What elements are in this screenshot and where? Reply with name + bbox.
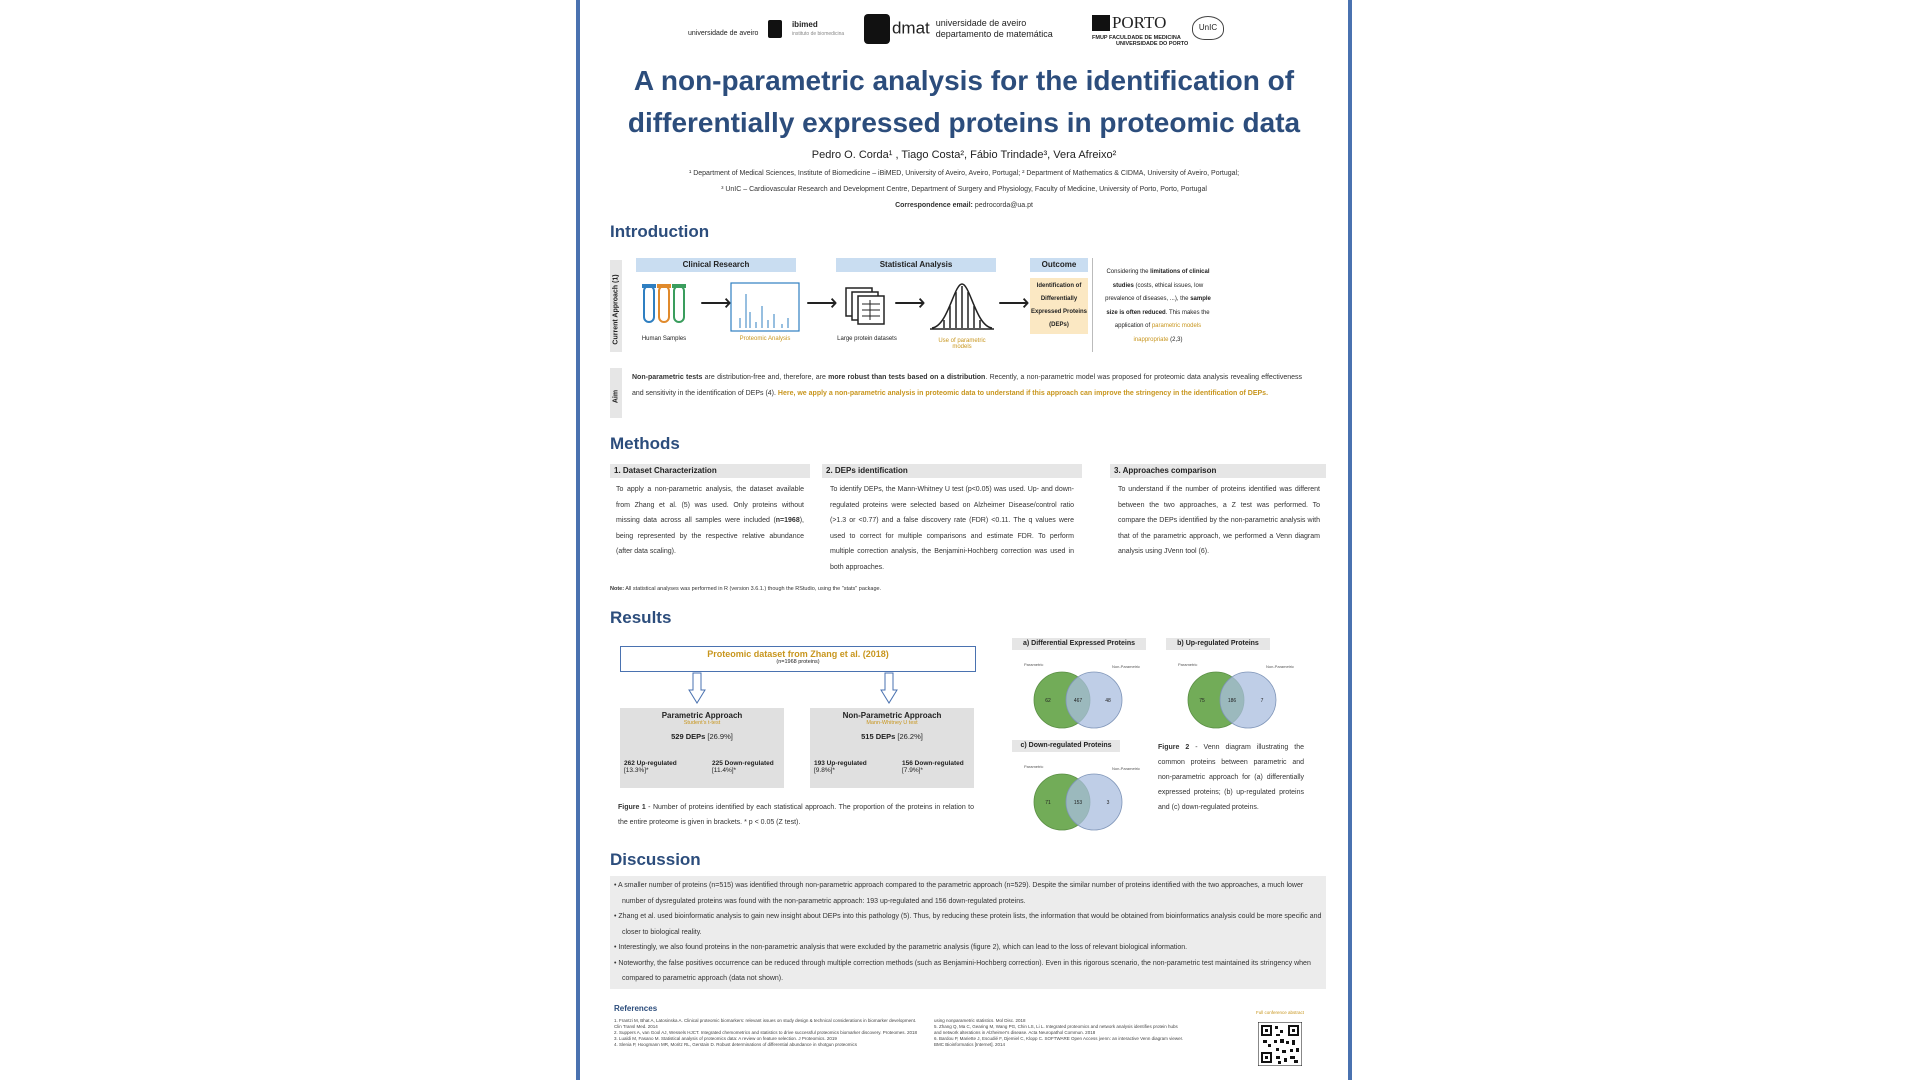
dmat-logo <box>864 14 1053 44</box>
unic-name: UnIC <box>1198 23 1218 32</box>
methods-note <box>610 586 881 592</box>
venn-count-shared: 153 <box>1073 800 1083 806</box>
ibimed-logo <box>768 20 844 38</box>
discussion-bullet-3: Interestingly, we also found proteins in the non-parametric analysis that were excluded by the parametric analysis (figure 2), which can lead to the loss of relevant biological information. <box>618 944 1188 951</box>
parametric-box <box>620 708 784 788</box>
caption-proteomic-analysis: Proteomic Analysis <box>739 336 791 342</box>
figure-1-label: Figure 1 <box>618 804 646 811</box>
parametric-title: Parametric Approach <box>661 711 743 720</box>
limits-gold: parametric models inappropriate <box>1133 323 1202 343</box>
porto-sub1: FACULDADE DE MEDICINA <box>1109 34 1181 41</box>
venn-legend-parametric: Parametric <box>1024 764 1044 769</box>
parametric-test: Student's t-test <box>683 720 721 726</box>
down-arrow-icon <box>688 672 706 704</box>
caption-large-datasets: Large protein datasets <box>837 336 897 342</box>
aim-label <box>610 368 622 418</box>
note-label: Note: <box>610 586 625 592</box>
reference-item: 4. Slenia P, Hoogmann MR, Moritz RL, Gerstain D. Robust determinations of differential abundance in shotgun proteomics <box>614 1042 857 1047</box>
mass-spectrum-icon <box>730 282 800 332</box>
parametric-deps-pct: [26.9%] <box>707 732 733 741</box>
ibimed-icon <box>768 20 782 38</box>
venn-legend-nonparametric: Non-Parametric <box>1112 766 1141 771</box>
venn-count-nonparametric-only: 48 <box>1105 698 1111 704</box>
discussion-list <box>610 876 1326 989</box>
bell-curve-icon <box>930 280 994 332</box>
venn-a-title: a) Differential Expressed Proteins <box>1012 638 1146 650</box>
figure-2-label: Figure 2 <box>1158 744 1190 751</box>
outcome-box: Identification of Differentially Expressed Proteins (DEPs) <box>1030 278 1088 334</box>
limits-text-4: (2,3) <box>1170 336 1183 343</box>
ibimed-sub: instituto de biomedicina <box>791 30 845 37</box>
discussion-bullet: • Zhang et al. used bioinformatic analysis to gain new insight about DEPs into this pathology (5). Thus, by reducing these protein lists, the information that would be obtained from bioinformatics analysis could be more specific and closer to biological reality. <box>614 913 1322 936</box>
dataset-box <box>620 646 976 672</box>
nonparametric-up: 193 Up-regulated <box>814 760 867 767</box>
logo-row <box>580 12 1348 52</box>
affiliation-2: ³ UnIC – Cardiovascular Research and Development Centre, Department of Surgery and Physiology, Faculty of Medicine, University of Porto, Porto, Portugal <box>721 186 1207 193</box>
limits-text-2: (costs, ethical issues, low prevalence of diseases, ...), the <box>1105 282 1204 302</box>
references-col-2 <box>934 1018 1184 1048</box>
discussion-bullet: • Interestingly, we also found proteins in the non-parametric analysis that were excluded by the parametric analysis (figure 2), which can lead to the loss of relevant biological information. <box>614 944 1188 951</box>
aim-text-2: . Recently, a non-parametric model was proposed for proteomic data analysis revealing effectiveness and sensitivity in the identification of DEPs (4). <box>632 374 1302 397</box>
poster-title <box>580 60 1348 144</box>
venn-legend-parametric: Parametric <box>1024 662 1044 667</box>
reference-item: 6. Bardou P, Mariette J, Escudié F, Djemiel C, Klopp C. SOFTWARE Open Access jvenn: an interactive Venn diagram viewer. BMC Bioinformatics [Internet]. 2014 <box>934 1036 1184 1047</box>
figure-1-caption <box>618 800 974 830</box>
venn-c-title: c) Down-regulated Proteins <box>1012 740 1120 752</box>
references-heading: References <box>614 1004 658 1013</box>
venn-b-title: b) Up-regulated Proteins <box>1166 638 1270 650</box>
method-3-text: To understand if the number of proteins identified was different between the two approaches, a Z test was performed. To compare the DEPs identified by the non-parametric analysis with that of the parametric approach, we performed a Venn diagram analysis using JVenn tool (6). <box>1118 486 1320 555</box>
correspondence-label: Correspondence email: <box>895 202 973 209</box>
method-1-heading: 1. Dataset Characterization <box>610 464 810 478</box>
ibimed-name: ibimed <box>791 19 818 29</box>
arrow-right-icon: ⟶ <box>806 290 838 315</box>
aim-gold: Here, we apply a non-parametric analysis in proteomic data to understand if this approach can improve the stringency in the identification of DEPs. <box>777 389 1269 397</box>
nonparametric-deps: 515 DEPs <box>861 732 896 741</box>
venn-legend-nonparametric: Non-Parametric <box>1112 664 1141 669</box>
nonparametric-down: 156 Down-regulated <box>902 760 964 767</box>
aim-bold-2: more robust than tests based on a distribution <box>828 374 986 381</box>
current-approach-text: Current Approach (1) <box>612 274 620 345</box>
authors: Pedro O. Corda¹ , Tiago Costa², Fábio Trindade³, Vera Afreixo² <box>811 149 1117 161</box>
references-col-1 <box>614 1018 924 1048</box>
nonparametric-title: Non-Parametric Approach <box>842 711 942 720</box>
limits-text-1: Considering the <box>1106 269 1149 275</box>
qr-code-icon[interactable] <box>1258 1022 1302 1066</box>
method-2-heading: 2. DEPs identification <box>822 464 1082 478</box>
discussion-bullet: • Noteworthy, the false positives occurrence can be reduced through multiple correction methods (such as Benjamini-Hochberg correction). Even in this rigorous scenario, the non-parametric test maintained its stringency when compared to parametric approach (data not shown). <box>614 959 1311 982</box>
porto-icon <box>1092 15 1110 31</box>
test-tubes-icon <box>640 282 688 330</box>
discussion-bullet-4: Noteworthy, the false positives occurrence can be reduced through multiple correction methods (such as Benjamini-Hochberg correction). Even in this rigorous scenario, the non-parametric test maintained its stringency when compared to parametric approach (data not shown). <box>618 959 1311 982</box>
discussion-bullet-2: Zhang et al. used bioinformatic analysis to gain new insight about DEPs into this pathology (5). Thus, by reducing these protein lists, the information that would be obtained from bioinformatics analysis could be more specific and closer to biological reality. <box>618 913 1322 936</box>
limitations-text <box>1100 266 1216 347</box>
dataset-n: (n=1968 proteins) <box>776 659 820 665</box>
caption-human-samples: Human Samples <box>641 336 687 342</box>
limits-bold-2: sample size is often reduced <box>1106 296 1211 316</box>
venn-diagram-c <box>1012 756 1152 836</box>
method-1-text-b: n=1968 <box>775 517 800 524</box>
title-line-1: A non-parametric analysis for the identification of <box>633 65 1295 96</box>
reference-item: using nonparametric statistics. Mol Disc. 2018 <box>934 1018 1026 1023</box>
current-approach-label <box>610 260 622 352</box>
unic-logo <box>1192 16 1224 40</box>
venn-legend-parametric: Parametric <box>1178 662 1198 667</box>
datasets-icon <box>844 286 890 326</box>
dmat-dept: departamento de matemática <box>935 29 1053 39</box>
arrow-right-icon: ⟶ <box>700 290 732 315</box>
poster <box>576 0 1352 1080</box>
arrow-right-icon: ⟶ <box>894 290 926 315</box>
correspondence <box>580 202 1348 209</box>
reference-item: 2. Suppers A, van Gool AJ, Wessels HJCT. Integrated chemometrics and statistics to drive successful proteomics biomarker discovery. Proteomes. 2018 <box>614 1030 917 1035</box>
results-heading: Results <box>610 608 672 627</box>
stage-statistical-analysis: Statistical Analysis <box>836 258 996 272</box>
limits-bold-1: limitations of clinical studies <box>1112 269 1210 289</box>
venn-count-parametric-only: 62 <box>1045 698 1051 704</box>
methods-heading: Methods <box>610 434 680 453</box>
stage-clinical-research: Clinical Research <box>636 258 796 272</box>
correspondence-email[interactable]: pedrocorda@ua.pt <box>974 202 1033 209</box>
figure-2-caption <box>1158 740 1304 815</box>
aim-text-1: are distribution-free and, therefore, are <box>702 374 829 381</box>
nonparametric-up-pct: [9.8%]* <box>814 767 835 774</box>
ua-logo: universidade de aveiro <box>688 30 759 37</box>
limits-text-3: . This makes the application of <box>1114 309 1210 329</box>
venn-count-nonparametric-only: 7 <box>1260 698 1264 704</box>
parametric-down: 225 Down-regulated <box>712 760 774 767</box>
dmat-name: dmat <box>891 18 930 38</box>
parametric-up: 262 Up-regulated <box>624 760 677 767</box>
down-arrow-icon <box>880 672 898 704</box>
venn-count-nonparametric-only: 3 <box>1106 800 1110 806</box>
nonparametric-test: Mann-Whitney U test <box>866 720 918 726</box>
discussion-bullet: • A smaller number of proteins (n=515) was identified through non-parametric approach compared to the parametric approach (n=529). Despite the similar number of proteins identified with the two approaches, a much lower number of dysregulated proteins was found with the non-parametric approach: 193 up-regulated and 156 down-regulated proteins. <box>614 882 1304 905</box>
nonparametric-box <box>810 708 974 788</box>
fmup-label: FMUP <box>1092 34 1108 41</box>
stage-outcome: Outcome <box>1030 258 1088 272</box>
aim-label-text: Aim <box>612 389 620 404</box>
qr-label: Full conference abstract <box>1255 1010 1305 1015</box>
arrow-right-icon: ⟶ <box>998 290 1030 315</box>
aim-text <box>632 370 1302 401</box>
porto-sub2: UNIVERSIDADE DO PORTO <box>1116 40 1189 47</box>
parametric-down-pct: [11.4%]* <box>712 767 737 774</box>
discussion-bullet-1: A smaller number of proteins (n=515) was identified through non-parametric approach compared to the parametric approach (n=529). Despite the similar number of proteins identified with the two approaches, a much lower number of dysregulated proteins was found with the non-parametric approach: 193 up-regulated and 156 down-regulated proteins. <box>618 882 1304 905</box>
divider <box>1092 258 1093 352</box>
porto-logo <box>1092 14 1188 47</box>
reference-item: 3. Lualdi M, Fasano M. Statistical analysis of proteomics data: A review on feature selection. J Proteomics. 2019 <box>614 1036 837 1041</box>
nonparametric-down-pct: [7.9%]* <box>902 767 923 774</box>
dmat-icon <box>864 14 890 44</box>
figure-2-text: - Venn diagram illustrating the common proteins between parametric and non-parametric approach for (a) differentially expressed proteins; (b) up-regulated proteins and (c) down-regulated proteins. <box>1158 744 1304 811</box>
heart-icon <box>1192 16 1224 40</box>
method-1-text <box>616 482 804 560</box>
method-2-text: To identify DEPs, the Mann-Whitney U test (p<0.05) was used. Up- and down-regulated proteins were selected based on Alzheimer Disease/control ratio (>1.3 or <0.77) and a false discovery rate (FDR) <0.11. The q values were used to correct for multiple comparisons and estimate FDR. To perform multiple correction analysis, the Benjamini-Hochberg correction was used in both approaches. <box>830 486 1074 571</box>
title-line-2: differentially expressed proteins in proteomic data <box>627 107 1301 138</box>
venn-diagram-a <box>1012 654 1152 734</box>
reference-item: 5. Zhang Q, Ma C, Gearing M, Wang PG, Chin LS, Li L. Integrated proteomics and network analysis identifies protein hubs and network alterations in Alzheimer's disease. Acta Neuropathol Commun. 2018 <box>934 1024 1178 1035</box>
caption-parametric-models: Use of parametric models <box>938 338 986 350</box>
note-text: All statistical analyses was performed in R (version 3.6.1.) though the RStudio, using the "stats" package. <box>625 586 882 592</box>
parametric-deps: 529 DEPs <box>671 732 706 741</box>
aim-bold-1: Non-parametric tests <box>632 374 703 381</box>
parametric-up-pct: [13.3%]* <box>624 767 649 774</box>
discussion-heading: Discussion <box>610 850 701 869</box>
venn-count-shared: 186 <box>1227 698 1237 704</box>
introduction-heading: Introduction <box>610 222 710 241</box>
method-3-heading: 3. Approaches comparison <box>1110 464 1326 478</box>
reference-item: 1. Frantzi M, Bhat A, Latosinska A. Clinical proteomic biomarkers: relevant issues on study design & technical considerations in biomarker development. Clin Transl Med. 2014 <box>614 1018 917 1029</box>
venn-count-parametric-only: 71 <box>1045 800 1051 806</box>
venn-count-parametric-only: 75 <box>1199 698 1205 704</box>
method-1-text-c: ), being represented by the respective relative abundance (after data scaling). <box>616 517 804 555</box>
porto-name: PORTO <box>1111 13 1167 32</box>
affiliation-1: ¹ Department of Medical Sciences, Institute of Biomedicine – iBiMED, University of Aveiro, Aveiro, Portugal; ² Department of Mathematics & CIDMA, University of Aveiro, Portugal; <box>688 170 1240 177</box>
dataset-title: Proteomic dataset from Zhang et al. (2018) <box>707 649 889 659</box>
nonparametric-deps-pct: [26.2%] <box>897 732 923 741</box>
venn-diagram-b <box>1166 654 1306 734</box>
venn-count-shared: 467 <box>1073 698 1083 704</box>
venn-legend-nonparametric: Non-Parametric <box>1266 664 1295 669</box>
figure-1-text: - Number of proteins identified by each statistical approach. The proportion of the proteins in relation to the entire proteome is given in brackets. * p < 0.05 (Z test). <box>618 804 974 826</box>
method-1-text-a: To apply a non-parametric analysis, the dataset available from Zhang et al. (5) was used. Only proteins without missing data across all samples were included ( <box>616 486 804 524</box>
dmat-ua: universidade de aveiro <box>935 18 1027 28</box>
